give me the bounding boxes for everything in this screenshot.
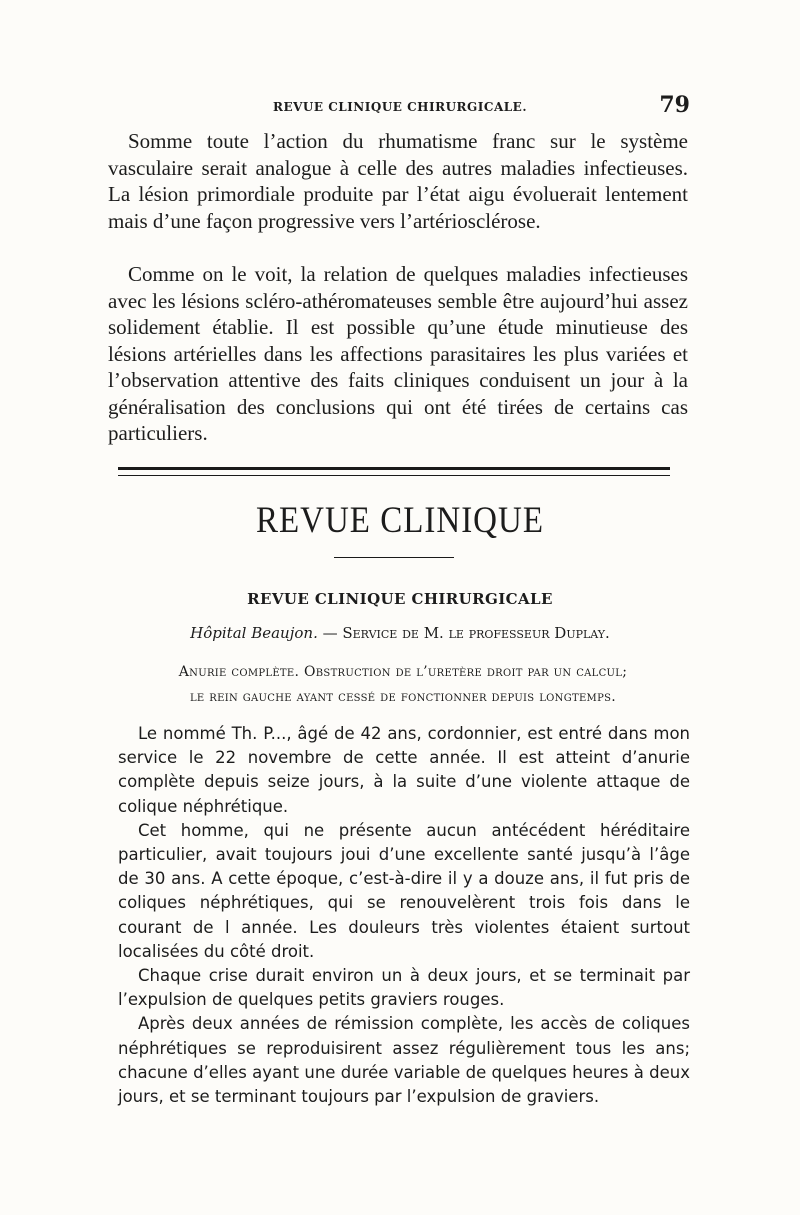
running-head xyxy=(110,92,690,122)
section-divider-thin xyxy=(118,475,670,476)
title-underline xyxy=(334,557,454,558)
service-line xyxy=(110,624,690,642)
intro-paragraph-2 xyxy=(108,261,688,447)
case-paragraph: Après deux années de rémission complète, les accès de coliques néphrétiques se reproduisirent assez régulièrement tous les ans; chacune d’elles ayant une durée variable de quelques heures à deux jours, et se terminant toujours par l’expulsion de graviers. xyxy=(118,1014,690,1107)
case-paragraph: Cet homme, qui ne présente aucun antécédent héréditaire particulier, avait toujours joui d’une excellente santé jusqu’à l’âge de 30 ans. A cette époque, c’est-à-dire il y a douze ans, il fut pris de coliques néphrétiques, qui se renouvelèrent trois fois dans le courant de l année. Les douleurs très violentes étaient surtout localisées du côté droit. xyxy=(118,820,690,961)
intro-text: Somme toute l’action du rhumatisme franc sur le système vasculaire serait analogue à celle des autres maladies infectieuses. La lésion primordiale produite par l’état aigu évoluerait lentement mais d’une façon progressive vers l’artériosclérose. xyxy=(108,129,688,233)
case-paragraph: Le nommé Th. P..., âgé de 42 ans, cordonnier, est entré dans mon service le 22 novembre de cette année. Il est atteint d’anurie complète depuis seize jours, à la suite d’une violente attaque de colique néphrétique. xyxy=(118,724,690,816)
intro-text: Comme on le voit, la relation de quelques maladies infectieuses avec les lésions scléro-athéromateuses semble être aujourd’hui assez solidement établie. Il est possible qu’une étude minutieuse des lésions artérielles dans les affections parasitaires les plus variées et l’observation attentive des faits cliniques conduisent un jour à la généralisation des conclusions qui ont été tirées de certains cas particuliers. xyxy=(108,262,688,445)
page-number: 79 xyxy=(659,92,690,118)
case-body xyxy=(118,722,690,1109)
hospital-name: Hôpital Beaujon. xyxy=(190,624,318,642)
service-name: — Service de M. le professeur Duplay. xyxy=(317,624,610,642)
section-divider xyxy=(118,467,670,470)
section-title: REVUE CLINIQUE xyxy=(255,500,545,542)
section-subtitle: REVUE CLINIQUE CHIRURGICALE xyxy=(247,590,553,608)
case-title xyxy=(118,660,688,710)
intro-paragraph-1 xyxy=(108,128,688,234)
running-title: REVUE CLINIQUE CHIRURGICALE. xyxy=(272,100,528,114)
case-paragraph: Chaque crise durait environ un à deux jours, et se terminait par l’expulsion de quelques petits graviers rouges. xyxy=(118,966,690,1010)
case-title-line: le rein gauche ayant cessé de fonctionner depuis longtemps. xyxy=(189,689,617,705)
case-title-line: Anurie complète. Obstruction de l’uretère droit par un calcul; xyxy=(178,664,628,680)
